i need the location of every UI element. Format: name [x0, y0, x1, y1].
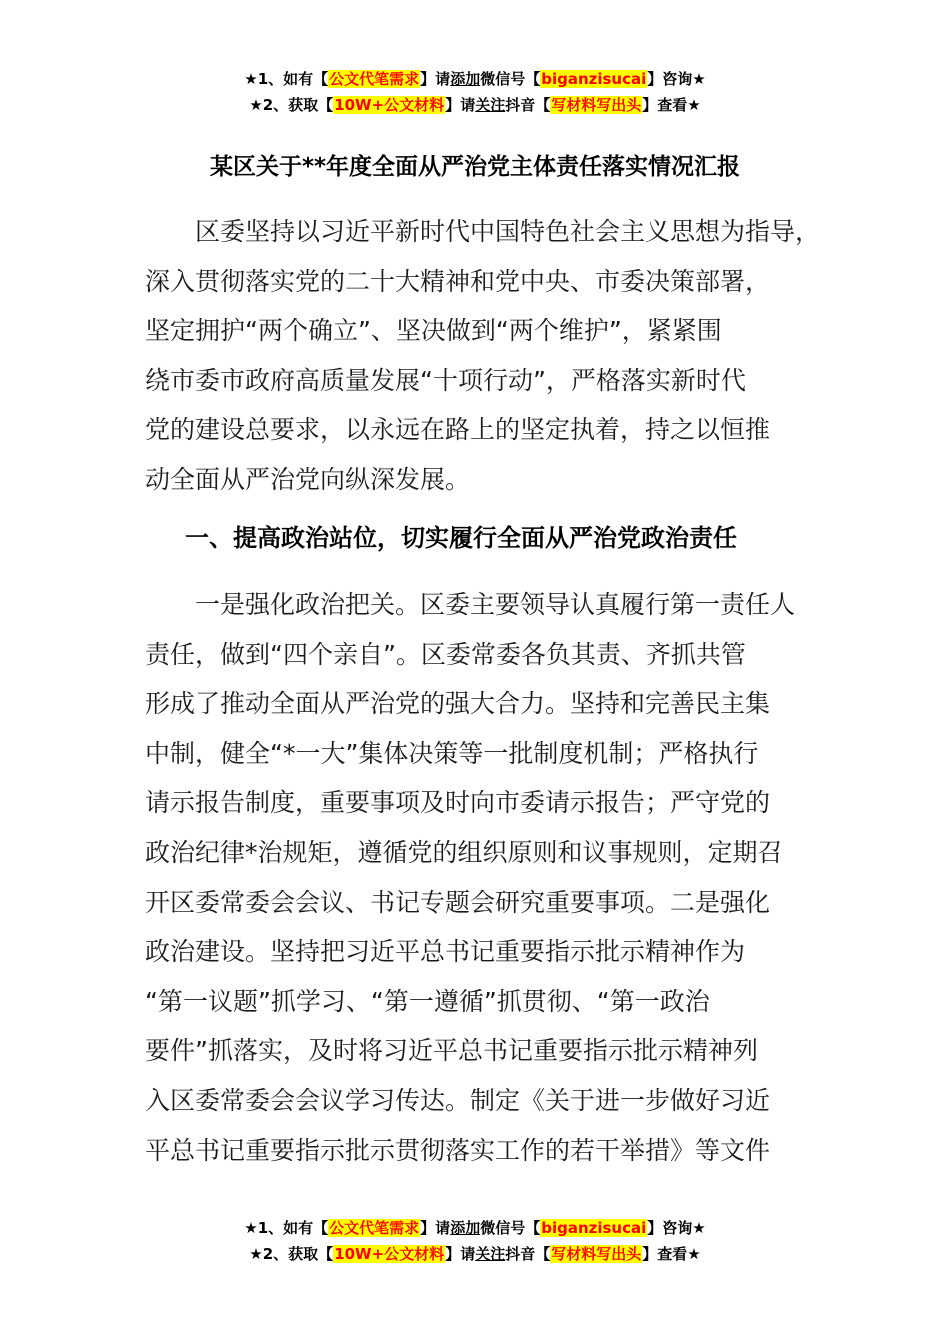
paragraph-line: 区委坚持以习近平新时代中国特色社会主义思想为指导， [145, 217, 821, 246]
banner-text: ★1、如有【 [244, 70, 329, 88]
banner-underline: 关注 [475, 96, 506, 114]
paragraph-line: 动全面从严治党向纵深发展。 [145, 464, 471, 494]
banner-highlight: biganzisucai [541, 70, 647, 88]
banner-text: 】请 [420, 1219, 451, 1237]
paragraph-line: 坚定拥护“两个确立”、坚决做到“两个维护”，紧紧围 [145, 316, 722, 346]
banner-text: 抖音【 [505, 96, 551, 114]
banner-line-2 [0, 92, 950, 118]
banner-text: ★1、如有【 [244, 1219, 329, 1237]
banner-text: 】请 [445, 1245, 476, 1263]
banner-text: 】请 [445, 96, 476, 114]
intro-paragraph [145, 207, 825, 505]
section-heading-1: 一、提高政治站位，切实履行全面从严治党政治责任 [185, 524, 737, 552]
banner-line-1 [0, 1215, 950, 1241]
paragraph-line: 政治建设。坚持把习近平总书记重要指示批示精神作为 [145, 937, 746, 967]
paragraph-line: 中制，健全“*一大”集体决策等一批制度机制；严格执行 [145, 738, 759, 768]
banner-highlight: 公文代笔需求 [329, 70, 420, 88]
top-banner [0, 66, 950, 118]
paragraph-line: 党的建设总要求，以永远在路上的坚定执着，持之以恒推 [145, 415, 771, 445]
paragraph-line: 一是强化政治把关。区委主要领导认真履行第一责任人 [145, 590, 796, 619]
banner-text: 】查看★ [642, 96, 701, 114]
paragraph-line: 入区委常委会会议学习传达。制定《关于进一步做好习近 [145, 1085, 771, 1115]
banner-text: 】查看★ [642, 1245, 701, 1263]
banner-underline: 关注 [475, 1245, 506, 1263]
banner-underline: 添加 [450, 70, 481, 88]
paragraph-line: 绕市委市政府高质量发展“十项行动”，严格落实新时代 [145, 365, 746, 395]
paragraph-line: 责任，做到“四个亲自”。区委常委各负其责、齐抓共管 [145, 639, 746, 669]
banner-highlight: 10W+公文材料 [334, 96, 445, 114]
banner-line-1 [0, 66, 950, 92]
paragraph-line: 深入贯彻落实党的二十大精神和党中央、市委决策部署， [145, 266, 771, 296]
banner-highlight: 写材料写出头 [551, 96, 642, 114]
paragraph-line: 政治纪律*治规矩，遵循党的组织原则和议事规则，定期召 [145, 837, 783, 867]
banner-highlight: biganzisucai [541, 1219, 647, 1237]
banner-highlight: 写材料写出头 [551, 1245, 642, 1263]
banner-underline: 添加 [450, 1219, 481, 1237]
banner-text: 微信号【 [480, 1219, 541, 1237]
banner-text: ★2、获取【 [249, 1245, 334, 1263]
banner-text: 】咨询★ [647, 1219, 706, 1237]
banner-text: 】咨询★ [647, 70, 706, 88]
paragraph-line: 平总书记重要指示批示贯彻落实工作的若干举措》等文件 [145, 1135, 771, 1165]
bottom-banner [0, 1215, 950, 1267]
banner-text: 微信号【 [480, 70, 541, 88]
banner-text: 】请 [420, 70, 451, 88]
banner-highlight: 公文代笔需求 [329, 1219, 420, 1237]
banner-highlight: 10W+公文材料 [334, 1245, 445, 1263]
paragraph-line: 开区委常委会会议、书记专题会研究重要事项。二是强化 [145, 887, 771, 917]
paragraph-line: “第一议题”抓学习、“第一遵循”抓贯彻、“第一政治 [145, 986, 710, 1016]
paragraph-line: 请示报告制度，重要事项及时向市委请示报告；严守党的 [145, 788, 771, 818]
body-paragraph [145, 580, 825, 1175]
banner-line-2 [0, 1241, 950, 1267]
banner-text: ★2、获取【 [249, 96, 334, 114]
paragraph-line: 要件”抓落实，及时将习近平总书记重要指示批示精神列 [145, 1036, 758, 1066]
banner-text: 抖音【 [505, 1245, 551, 1263]
paragraph-line: 形成了推动全面从严治党的强大合力。坚持和完善民主集 [145, 689, 771, 719]
document-title: 某区关于**年度全面从严治党主体责任落实情况汇报 [209, 154, 741, 180]
